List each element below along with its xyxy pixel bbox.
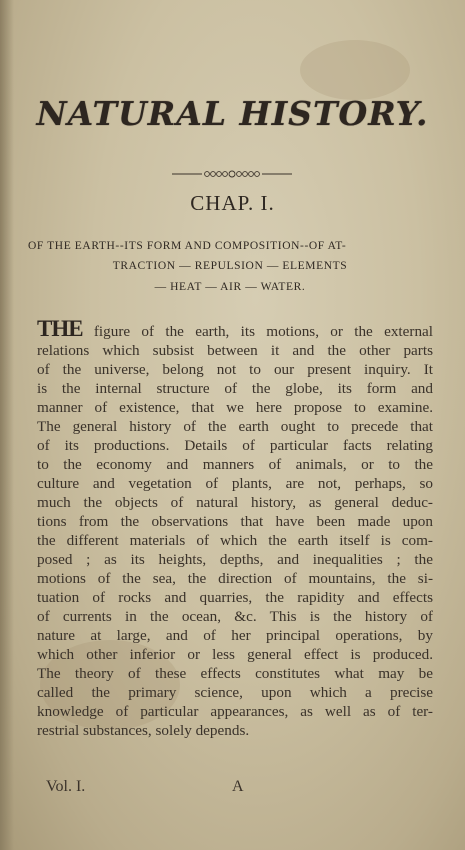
body-text-line: tions from the observations that have been made upon (37, 513, 433, 530)
chapter-subtitle-line: TRACTION — REPULSION — ELEMENTS (112, 260, 348, 272)
body-text-line: manner of existence, that we here propose to examine. (37, 399, 433, 416)
body-text-line: of its productions. Details of particular facts relating (37, 437, 433, 454)
body-text-line: which other inferior or less general effect is produced. (37, 646, 433, 663)
signature-mark: A (232, 778, 244, 795)
body-text-line: much the objects of natural history, as general deduc- (37, 494, 433, 511)
drop-cap: THE (37, 316, 83, 341)
body-text-line: nature at large, and of her principal operations, by (37, 627, 433, 644)
chapter-heading: CHAP. I. (190, 191, 275, 215)
body-text-line: The theory of these effects constitutes what may be (37, 665, 433, 682)
body-text-line: is the internal structure of the globe, its form and (37, 380, 433, 397)
body-text-line: posed ; as its heights, depths, and inequalities ; the (37, 551, 433, 568)
ornament-rule (170, 168, 294, 180)
body-text-line: called the primary science, upon which a precise (37, 684, 433, 701)
body-text-line: THE figure of the earth, its motions, or the external (37, 316, 433, 341)
chapter-subtitle-line: — HEAT — AIR — WATER. (154, 281, 306, 293)
body-text-line: of currents in the ocean, &c. This is the history of (37, 608, 433, 625)
body-text-line: knowledge of particular appearances, as well as of ter- (37, 703, 433, 720)
chapter-subtitle-line: OF THE EARTH--ITS FORM AND COMPOSITION--OF AT- (28, 240, 347, 252)
body-text-line: culture and vegetation of plants, are not, perhaps, so (37, 475, 433, 492)
page-title: NATURAL HISTORY. (36, 94, 429, 133)
paper-stain (300, 40, 410, 100)
body-text-line: the different materials of which the earth itself is com- (37, 532, 433, 549)
body-text-line: restrial substances, solely depends. (37, 722, 250, 739)
body-text-line: The general history of the earth ought to precede that (37, 418, 433, 435)
body-text-line: to the economy and manners of animals, or to the (37, 456, 433, 473)
volume-number: Vol. I. (46, 778, 86, 795)
body-text-line: of the universe, belong not to our present inquiry. It (37, 361, 433, 378)
body-text-line: motions of the sea, the direction of mountains, the si- (37, 570, 433, 587)
body-text-line: relations which subsist between it and the other parts (37, 342, 433, 359)
body-text-line: tuation of rocks and quarries, the rapidity and effects (37, 589, 433, 606)
